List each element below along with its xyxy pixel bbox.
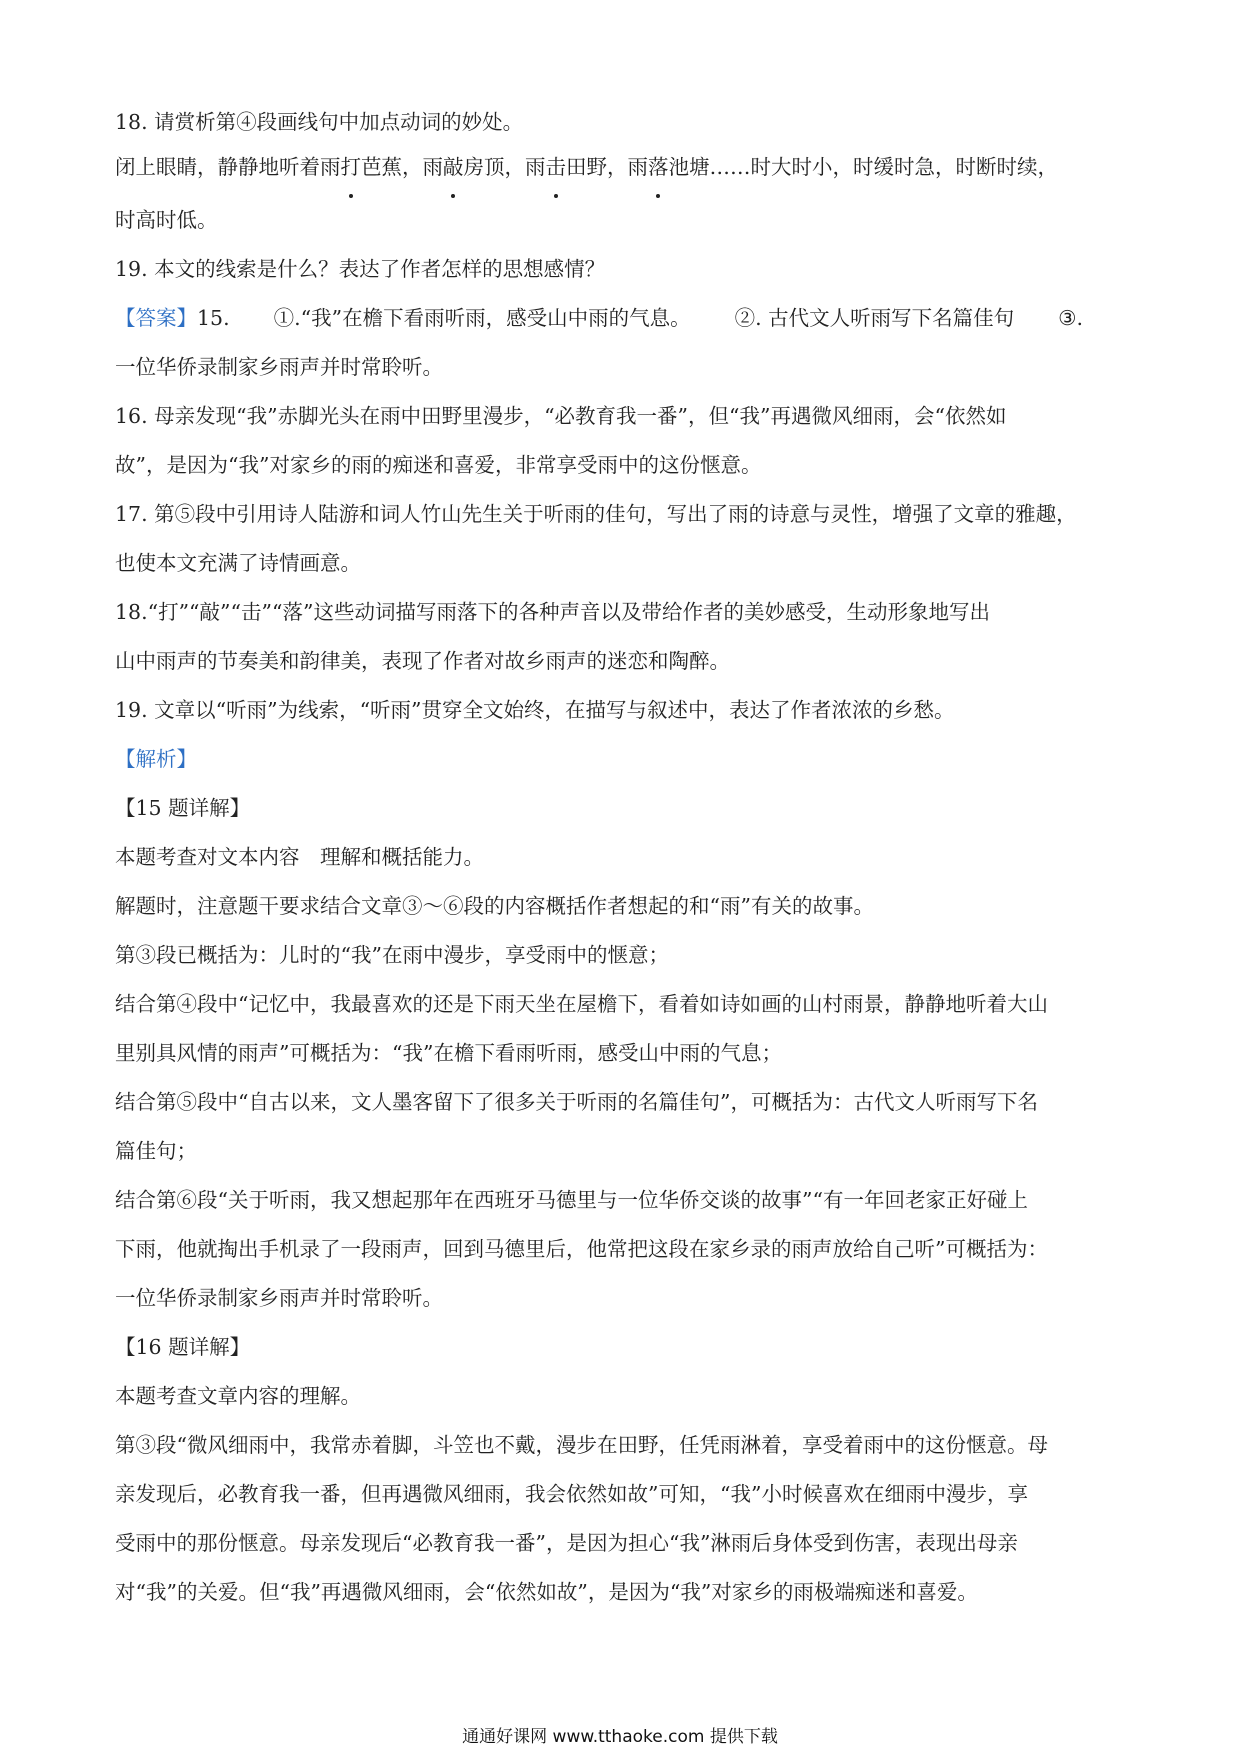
dotted-verb-qiao: 敲 [443, 143, 464, 192]
answer-18-line2: 山中雨声的节奏美和韵律美，表现了作者对故乡雨声的迷恋和陶醉。 [115, 649, 730, 673]
page-footer: 通通好课网 www.tthaoke.com 提供下载 [462, 1727, 778, 1747]
question-18-quote [115, 143, 1135, 192]
detail-15-line8: 结合第⑥段“关于听雨，我又想起那年在西班牙马德里与一位华侨交谈的故事”“有一年回老家正好碰上 [115, 1188, 1028, 1212]
detail-15-line1: 本题考查对文本内容 理解和概括能力。 [115, 845, 484, 869]
answer-15-line2: 一位华侨录制家乡雨声并时常聆听。 [115, 355, 443, 379]
quote-seg-1: 闭上眼睛，静静地听着雨 [115, 155, 341, 179]
question-18-quote-line2: 时高时低。 [115, 208, 218, 232]
detail-15-title: 【15 题详解】 [115, 796, 251, 820]
detail-15-line4: 结合第④段中“记忆中，我最喜欢的还是下雨天坐在屋檐下，看着如诗如画的山村雨景，静静地听着大山 [115, 992, 1048, 1016]
document-body [115, 98, 1135, 1617]
dotted-verb-ji: 击 [546, 143, 567, 192]
quote-seg-5: 池塘……时大时小，时缓时急，时断时续， [668, 155, 1058, 179]
detail-15-line3: 第③段已概括为：儿时的“我”在雨中漫步，享受雨中的惬意； [115, 943, 669, 967]
detail-16-title: 【16 题详解】 [115, 1335, 251, 1359]
detail-16-line4: 受雨中的那份惬意。母亲发现后“必教育我一番”，是因为担心“我”淋雨后身体受到伤害，表现出母亲 [115, 1531, 1018, 1555]
detail-15-line7: 篇佳句； [115, 1139, 197, 1163]
detail-16-line3: 亲发现后，必教育我一番，但再遇微风细雨，我会依然如故”可知，“我”小时候喜欢在细雨中漫步，享 [115, 1482, 1028, 1506]
quote-seg-3: 房顶，雨 [463, 155, 546, 179]
detail-15-line9: 下雨，他就掏出手机录了一段雨声，回到马德里后，他常把这段在家乡录的雨声放给自己听”可概括为： [115, 1237, 1048, 1261]
quote-seg-4: 田野，雨 [566, 155, 648, 179]
answer-18-line1: 18.“打”“敲”“击”“落”这些动词描写雨落下的各种声音以及带给作者的美妙感受，生动形象地写出 [115, 600, 990, 624]
answer-15-part1: ①.“我”在檐下看雨听雨，感受山中雨的气息。 [273, 306, 691, 330]
detail-16-line5: 对“我”的关爱。但“我”再遇微风细雨，会“依然如故”，是因为“我”对家乡的雨极端痴迷和喜爱。 [115, 1580, 978, 1604]
answer-19-line1: 19. 文章以“听雨”为线索，“听雨”贯穿全文始终，在描写与叙述中，表达了作者浓浓的乡愁。 [115, 698, 955, 722]
answer-label: 【答案】 [115, 306, 197, 330]
answer-16-line1: 16. 母亲发现“我”赤脚光头在雨中田野里漫步，“必教育我一番”，但“我”再遇微风细雨，会“依然如 [115, 404, 1007, 428]
answer-15 [115, 294, 1135, 343]
answer-15-part2: ②. 古代文人听雨写下名篇佳句 [734, 306, 1015, 330]
detail-15-line2: 解题时，注意题干要求结合文章③～⑥段的内容概括作者想起的和“雨”有关的故事。 [115, 894, 874, 918]
dotted-verb-da: 打 [341, 143, 362, 192]
detail-16-line1: 本题考查文章内容的理解。 [115, 1384, 361, 1408]
question-19-title: 19. 本文的线索是什么？表达了作者怎样的思想感情？ [115, 257, 606, 281]
detail-15-line10: 一位华侨录制家乡雨声并时常聆听。 [115, 1286, 443, 1310]
answer-16-line2: 故”，是因为“我”对家乡的雨的痴迷和喜爱，非常享受雨中的这份惬意。 [115, 453, 762, 477]
quote-seg-2: 芭蕉，雨 [361, 155, 443, 179]
detail-15-line5: 里别具风情的雨声”可概括为：“我”在檐下看雨听雨，感受山中雨的气息； [115, 1041, 782, 1065]
analysis-label: 【解析】 [115, 747, 197, 771]
answer-17-line2: 也使本文充满了诗情画意。 [115, 551, 361, 575]
answer-17-line1: 17. 第⑤段中引用诗人陆游和词人竹山先生关于听雨的佳句，写出了雨的诗意与灵性，增强了文章的雅趣， [115, 502, 1077, 526]
answer-15-num: 15. [197, 306, 230, 330]
detail-15-line6: 结合第⑤段中“自古以来，文人墨客留下了很多关于听雨的名篇佳句”，可概括为：古代文人听雨写下名 [115, 1090, 1038, 1114]
detail-16-line2: 第③段“微风细雨中，我常赤着脚，斗笠也不戴，漫步在田野，任凭雨淋着，享受着雨中的这份惬意。母 [115, 1433, 1048, 1457]
answer-15-part3: ③. [1058, 306, 1084, 330]
dotted-verb-luo: 落 [648, 143, 669, 192]
question-18-title: 18. 请赏析第④段画线句中加点动词的妙处。 [115, 110, 524, 134]
